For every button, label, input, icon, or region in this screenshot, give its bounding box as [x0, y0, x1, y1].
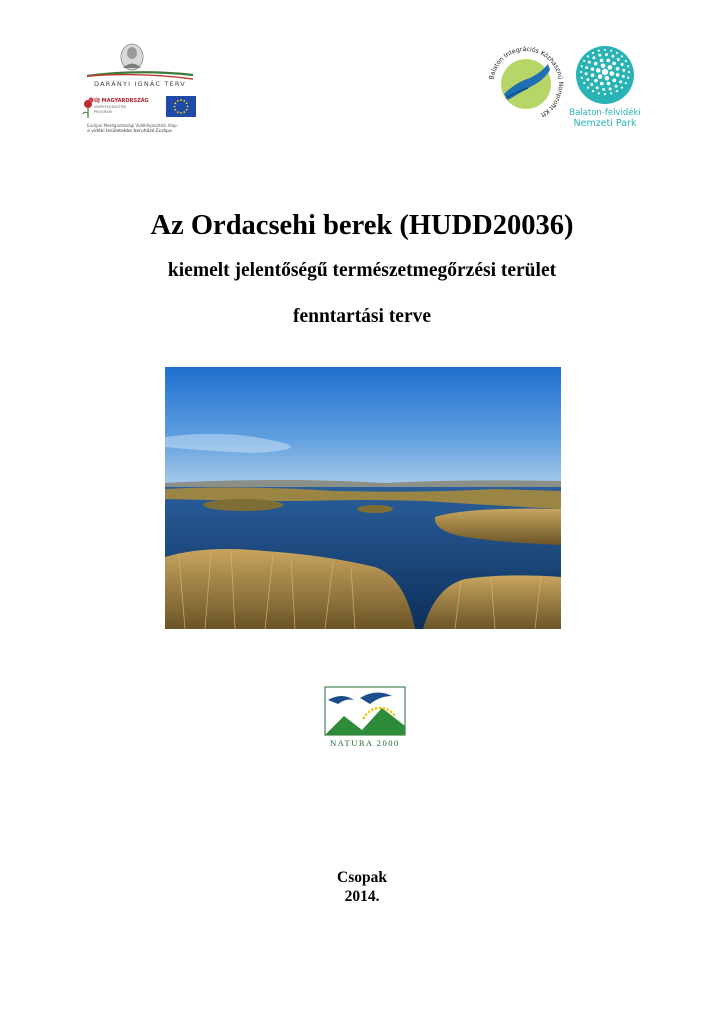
- eu-star-icon: [186, 102, 188, 104]
- natura-star-icon: [365, 713, 368, 716]
- tree-dot-icon: [583, 82, 585, 84]
- tree-dot-icon: [611, 55, 614, 58]
- tree-dot-icon: [591, 73, 595, 77]
- tree-dot-icon: [609, 87, 612, 90]
- bikk-ring-text: Balaton Integrációs Közhasznú Nonprofit Kft: [488, 45, 565, 119]
- tree-dot-icon: [604, 49, 606, 51]
- tree-dot-icon: [594, 62, 598, 66]
- tree-dot-icon: [598, 92, 600, 94]
- eu-star-icon: [186, 109, 188, 111]
- tree-dot-icon: [598, 54, 601, 57]
- natura-star-icon: [363, 717, 366, 720]
- tree-dot-icon: [596, 86, 599, 89]
- tree-dot-icon: [613, 79, 617, 83]
- balaton-integracios-logo: [486, 44, 566, 124]
- tree-dot-icon: [627, 65, 629, 67]
- tree-dot-icon: [600, 59, 604, 63]
- tree-dot-icon: [621, 55, 623, 57]
- tree-dot-icon: [587, 87, 589, 89]
- tree-dot-icon: [619, 80, 622, 83]
- tree-dot-icon: [616, 90, 618, 92]
- eu-flag-icon: [166, 96, 196, 117]
- tree-dot-icon: [592, 56, 595, 59]
- eu-star-icon: [187, 106, 189, 108]
- natura-2000-logo: [324, 686, 406, 750]
- tree-dot-icon: [622, 75, 625, 78]
- umvp-title: ÚJ MAGYARORSZÁG: [94, 98, 149, 104]
- eu-star-icon: [174, 106, 176, 108]
- umvp-line3: PROGRAM: [94, 110, 112, 114]
- document-subtitle: kiemelt jelentőségű természetmegőrzési terület: [167, 260, 557, 281]
- tree-dot-icon: [592, 52, 594, 54]
- eu-star-icon: [183, 100, 185, 102]
- bfnp-name-line1: Balaton-felvidéki: [569, 108, 641, 118]
- document-title: Az Ordacsehi berek (HUDD20036): [150, 210, 574, 241]
- tree-dot-icon: [605, 76, 610, 81]
- eu-star-icon: [174, 109, 176, 111]
- tree-dot-icon: [581, 77, 583, 79]
- tree-dot-icon: [625, 82, 627, 84]
- publication-place: Csopak: [337, 869, 387, 886]
- eu-star-icon: [180, 112, 182, 114]
- tree-dot-icon: [604, 93, 606, 95]
- eafrd-line1: Európai Mezőgazdasági Vidékfejlesztési Alap:: [87, 123, 178, 128]
- tree-dot-icon: [591, 67, 595, 71]
- natura-star-icon: [386, 708, 389, 711]
- tree-dot-icon: [601, 63, 606, 68]
- tree-dot-icon: [621, 87, 623, 89]
- tree-dot-icon: [628, 71, 630, 73]
- tree-dot-icon: [586, 78, 589, 81]
- eu-star-icon: [177, 111, 179, 113]
- eu-star-icon: [174, 102, 176, 104]
- tree-dot-icon: [615, 85, 618, 88]
- tree-dot-icon: [621, 63, 624, 66]
- tree-dot-icon: [608, 65, 613, 70]
- tree-dot-icon: [590, 83, 593, 86]
- tree-dot-icon: [625, 60, 627, 62]
- tree-dot-icon: [609, 71, 614, 76]
- wetland-landscape-photo: [165, 367, 561, 629]
- eafrd-line2: a vidéki területekbe beruházó Európa: [87, 129, 172, 134]
- eu-star-icon: [177, 100, 179, 102]
- tree-dot-icon: [610, 92, 612, 94]
- tree-dot-icon: [622, 69, 625, 72]
- umvp-line2: VIDÉKFEJLESZTÉSI: [94, 105, 127, 109]
- tree-dot-icon: [596, 68, 601, 73]
- tree-dot-icon: [627, 77, 629, 79]
- daranyi-logo-text: DARÁNYI IGNÁC TERV: [94, 80, 186, 88]
- natura-star-icon: [393, 713, 396, 716]
- eu-star-icon: [183, 111, 185, 113]
- tree-dot-icon: [616, 73, 620, 77]
- tree-dot-icon: [585, 72, 588, 75]
- tree-dot-icon: [617, 58, 620, 61]
- bfnp-name-line2: Nemzeti Park: [573, 118, 637, 129]
- tree-dot-icon: [581, 65, 583, 67]
- document-subtitle-line2: fenntartási terve: [292, 306, 432, 327]
- tree-dot-icon: [602, 69, 608, 75]
- tree-dot-icon: [583, 60, 585, 62]
- tree-dot-icon: [600, 82, 604, 86]
- natura-star-icon: [379, 707, 382, 710]
- tree-dot-icon: [616, 67, 620, 71]
- eu-star-icon: [180, 99, 182, 101]
- tree-dot-icon: [598, 50, 600, 52]
- natura-star-icon: [383, 707, 386, 710]
- tree-dot-icon: [606, 59, 610, 63]
- tree-dot-icon: [598, 74, 603, 79]
- tree-dot-icon: [594, 79, 598, 83]
- tree-dot-icon: [592, 90, 594, 92]
- tree-dot-icon: [612, 62, 616, 66]
- natura-star-icon: [368, 710, 371, 713]
- natura-star-icon: [375, 707, 378, 710]
- tree-dot-icon: [580, 71, 582, 73]
- tree-dot-icon: [602, 88, 605, 91]
- tree-dot-icon: [588, 61, 591, 64]
- balaton-felvideki-np-logo: [574, 45, 636, 105]
- tree-dot-icon: [585, 66, 588, 69]
- natura-star-icon: [390, 710, 393, 713]
- tree-dot-icon: [605, 53, 608, 56]
- tree-dot-icon: [616, 52, 618, 54]
- publication-year: 2014.: [344, 888, 380, 905]
- natura-star-icon: [371, 708, 374, 711]
- natura-logo-text: NATURA 2000: [330, 738, 400, 748]
- tree-dot-icon: [587, 55, 589, 57]
- tree-dot-icon: [610, 50, 612, 52]
- tree-dot-icon: [607, 82, 611, 86]
